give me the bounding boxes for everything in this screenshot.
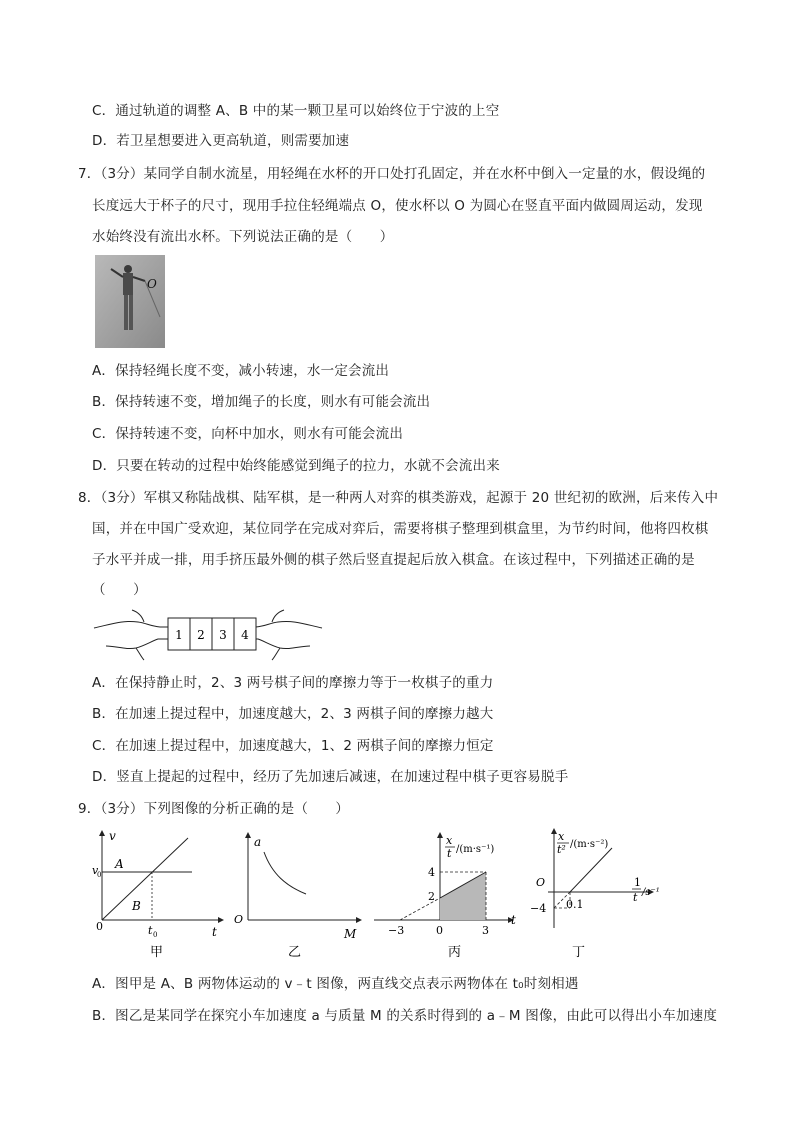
tick-y-4: 4 xyxy=(428,866,435,879)
graph-jia xyxy=(88,828,224,966)
graph-ding xyxy=(526,828,676,966)
left-hand xyxy=(94,621,170,648)
origin-label: O xyxy=(536,876,546,889)
q7-option-a: A．保持轻绳长度不变，减小转速，水一定会流出 xyxy=(92,363,390,379)
q8-stem-line1: 8．（3分）军棋又称陆战棋、陆军棋，是一种两人对弈的棋类游戏，起源于 20 世纪初的欧洲，后来传入中 xyxy=(78,490,719,506)
tick-x-neg3: −3 xyxy=(388,924,405,937)
q8-stem-line3: 子水平并成一排，用手挤压最外侧的棋子然后竖直提起后放入棋盒。在该过程中，下列描述正确的是 xyxy=(92,552,695,568)
q9-option-a: A．图甲是 A、B 两物体运动的 v﹣t 图像，两直线交点表示两物体在 t₀时刻相遇 xyxy=(92,976,579,992)
xlabel-m: M xyxy=(344,927,357,941)
xlabel-t: t xyxy=(511,913,516,927)
q7-stem-line2: 长度远大于杯子的尺寸，现用手拉住轻绳端点 O，使水杯以 O 为圆心在竖直平面内做圆周运动，发现 xyxy=(92,198,703,214)
xlabel-t: t xyxy=(212,925,217,939)
piece-label-2: 2 xyxy=(197,628,205,642)
v0-subscript: 0 xyxy=(97,871,102,879)
q9-option-b: B．图乙是某同学在探究小车加速度 a 与质量 M 的关系时得到的 a﹣M 图像，由此可以得出小车加速度 xyxy=(92,1008,718,1024)
q7-option-c: C．保持转速不变，向杯中加水，则水有可能会流出 xyxy=(92,426,404,442)
q7-stem-line1: 7．（3分）某同学自制水流星，用轻绳在水杯的开口处打孔固定，并在水杯中倒入一定量的水，假设绳的 xyxy=(78,166,706,182)
t0-label: t xyxy=(148,924,153,937)
q7-option-d: D．只要在转动的过程中始终能感觉到绳子的拉力，水就不会流出来 xyxy=(92,458,500,474)
ylabel-t: t xyxy=(447,847,452,860)
tick-x-3: 3 xyxy=(482,924,489,937)
piece-label-1: 1 xyxy=(175,628,183,642)
q7-stem-line3: 水始终没有流出水杯。下列说法正确的是（ ） xyxy=(92,229,394,245)
t0-subscript: 0 xyxy=(153,931,158,939)
xlabel-t: t xyxy=(633,891,638,904)
caption-jia: 甲 xyxy=(150,945,164,960)
chess-pieces-figure xyxy=(92,606,324,662)
q9-stem: 9．（3分）下列图像的分析正确的是（ ） xyxy=(78,801,350,817)
graph-yi xyxy=(226,828,366,966)
right-hand xyxy=(256,621,322,648)
tick-y-neg4: −4 xyxy=(530,902,547,915)
ylabel-t2: t² xyxy=(557,843,566,856)
person-head xyxy=(124,265,132,273)
yunit: /(m·s⁻²) xyxy=(570,839,609,850)
q8-option-c: C．在加速上提过程中，加速度越大，1、2 两棋子间的摩擦力恒定 xyxy=(92,738,494,754)
q8-stem-line4: （ ） xyxy=(92,582,147,598)
q8-option-d: D．竖直上提起的过程中，经历了先加速后减速，在加速过程中棋子更容易脱手 xyxy=(92,769,569,785)
line-b xyxy=(102,838,188,920)
caption-yi: 乙 xyxy=(288,945,302,960)
q6-option-c: C．通过轨道的调整 A、B 中的某一颗卫星可以始终位于宁波的上空 xyxy=(92,103,500,119)
curve-a-m xyxy=(264,852,306,894)
shaded-area xyxy=(440,872,486,920)
label-a: A xyxy=(115,857,124,871)
xlabel-1: 1 xyxy=(634,876,641,889)
caption-ding: 丁 xyxy=(572,945,586,960)
origin-label: O xyxy=(234,913,244,926)
tick-y-2: 2 xyxy=(428,890,435,903)
v0-label: v xyxy=(92,864,99,877)
ylabel-a: a xyxy=(254,835,262,849)
origin-label: 0 xyxy=(96,920,103,933)
piece-label-4: 4 xyxy=(241,628,249,642)
q8-option-b: B．在加速上提过程中，加速度越大，2、3 两棋子间的摩擦力越大 xyxy=(92,706,494,722)
q8-stem-line2: 国，并在中国广受欢迎，某位同学在完成对弈后，需要将棋子整理到棋盒里，为节约时间，他将四枚棋 xyxy=(92,521,709,537)
yunit: /(m·s⁻¹) xyxy=(456,844,495,855)
water-meteor-photo xyxy=(95,255,165,348)
tick-x-01: 0.1 xyxy=(566,898,584,911)
piece-label-3: 3 xyxy=(219,628,227,642)
point-o-label: O xyxy=(147,277,157,291)
q6-option-d: D．若卫星想要进入更高轨道，则需要加速 xyxy=(92,133,350,149)
label-b: B xyxy=(132,899,141,913)
ylabel-v: v xyxy=(109,829,116,843)
ylabel-x: x xyxy=(446,834,453,847)
line-segment xyxy=(570,848,612,892)
xunit: /s⁻¹ xyxy=(642,887,660,898)
graph-bing xyxy=(372,828,522,966)
caption-bing: 丙 xyxy=(448,945,462,960)
q8-option-a: A．在保持静止时，2、3 两号棋子间的摩擦力等于一枚棋子的重力 xyxy=(92,675,494,691)
tick-x-0: 0 xyxy=(436,924,443,937)
q7-option-b: B．保持转速不变，增加绳子的长度，则水有可能会流出 xyxy=(92,394,431,410)
ylabel-x: x xyxy=(558,830,565,843)
